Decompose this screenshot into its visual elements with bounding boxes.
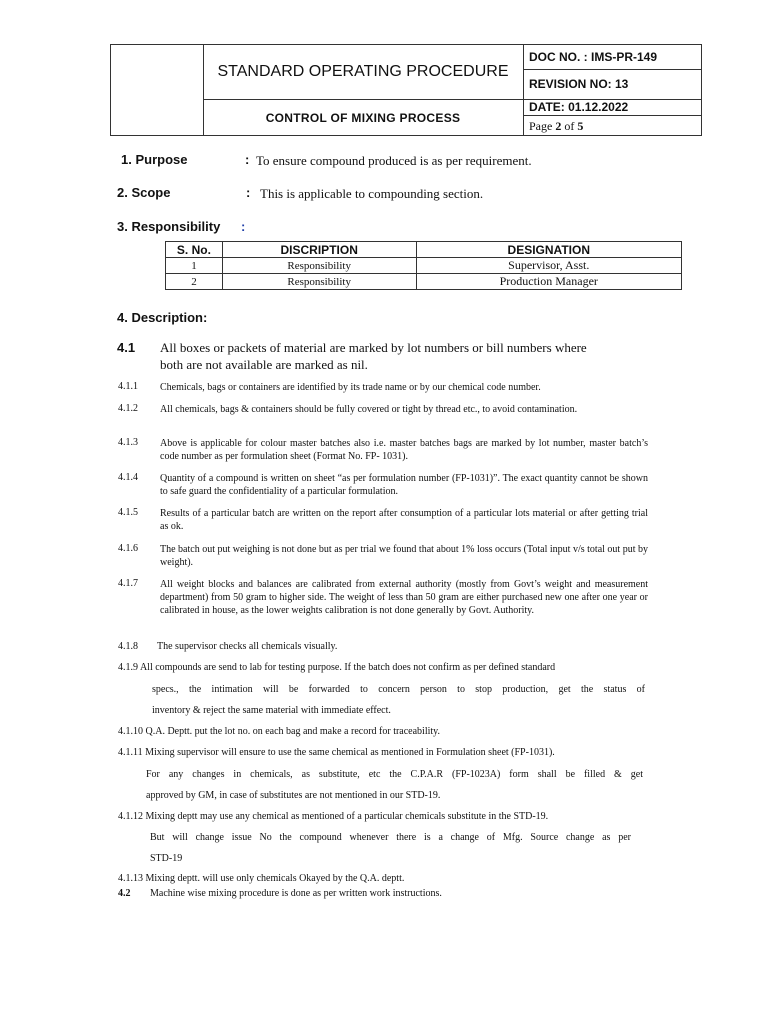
item-4-1-8-text: The supervisor checks all chemicals visually.	[157, 641, 338, 652]
scope-colon: :	[246, 185, 251, 200]
description-heading: 4. Description:	[117, 310, 208, 325]
cell-description: Responsibility	[222, 274, 416, 290]
scope-text: This is applicable to compounding section.	[260, 186, 484, 201]
col-header-description: DISCRIPTION	[222, 242, 416, 258]
item-4-1-6-text: The batch out put weighing is not done but as per trial we found that about 1% loss occurs (Total input v/s total out put by weight).	[160, 544, 648, 568]
item-4-1-11-line2: For any changes in chemicals, as substitute, etc the C.P.A.R (FP-1023A) form shall be filled & get	[146, 769, 643, 780]
item-4-1-11-line1: 4.1.11 Mixing supervisor will ensure to use the same chemical as mentioned in Formulation sheet (FP-1031).	[118, 747, 555, 758]
item-4-1-12-line2: But will change issue No the compound whenever there is a change of Mfg. Source change as per	[150, 832, 631, 843]
item-4-1-line1: All boxes or packets of material are marked by lot numbers or bill numbers where	[160, 340, 587, 355]
revision-number: REVISION NO: 13	[529, 77, 629, 91]
scope-heading: 2. Scope	[117, 185, 171, 200]
item-4-1-10-text: 4.1.10 Q.A. Deptt. put the lot no. on each bag and make a record for traceability.	[118, 726, 441, 737]
item-4-1-12-line1: 4.1.12 Mixing deptt may use any chemical as mentioned of a particular chemicals substitute in the STD-19.	[118, 811, 549, 822]
cell-designation: Production Manager	[416, 274, 681, 290]
item-number: 4.1.1	[118, 381, 138, 392]
item-number: 4.1.7	[118, 578, 138, 589]
item-4-1-5-text: Results of a particular batch are written on the report after consumption of a particular lots material or after getting trial as ok.	[160, 508, 648, 532]
item-4-1-2-text: All chemicals, bags & containers should be fully covered or tight by thread etc., to avoid contamination.	[160, 404, 578, 415]
responsibility-colon: :	[241, 219, 246, 234]
item-4-1-9-line3: inventory & reject the same material with immediate effect.	[152, 705, 391, 716]
col-header-sno: S. No.	[166, 242, 223, 258]
responsibility-heading: 3. Responsibility	[117, 219, 221, 234]
item-number: 4.1.2	[118, 403, 138, 414]
cell-sno: 2	[166, 274, 223, 290]
cell-sno: 1	[166, 258, 223, 274]
document-date: DATE: 01.12.2022	[529, 100, 629, 114]
purpose-colon: :	[245, 152, 250, 167]
item-4-1-4-text: Quantity of a compound is written on sheet “as per formulation number (FP-1031)”. The exact quantity cannot be shown to safe guard the confidentiality of a particular formulation.	[160, 473, 648, 497]
item-4-2-text: Machine wise mixing procedure is done as per written work instructions.	[150, 888, 442, 899]
cell-designation: Supervisor, Asst.	[416, 258, 681, 274]
doc-number: DOC NO. : IMS-PR-149	[529, 50, 658, 64]
item-4-1-9-line1: 4.1.9 All compounds are send to lab for testing purpose. If the batch does not confirm as per defined standard	[118, 662, 556, 673]
item-4-1-12-line3: STD-19	[150, 853, 183, 864]
item-number: 4.1.5	[118, 507, 138, 518]
item-number: 4.1.3	[118, 437, 138, 448]
item-number: 4.1	[117, 340, 136, 355]
item-number: 4.2	[118, 888, 131, 899]
document-header	[110, 44, 702, 136]
col-header-designation: DESIGNATION	[416, 242, 681, 258]
page-number: Page 2 of 5	[529, 119, 584, 133]
item-4-1-line2: both are not available are marked as nil.	[160, 357, 368, 372]
item-4-1-9-line2: specs., the intimation will be forwarded to concern person to stop production, get the status of	[152, 684, 645, 695]
item-4-1-13-text: 4.1.13 Mixing deptt. will use only chemicals Okayed by the Q.A. deptt.	[118, 873, 405, 884]
purpose-heading: 1. Purpose	[121, 152, 188, 167]
item-4-1-1-text: Chemicals, bags or containers are identified by its trade name or by our chemical code number.	[160, 382, 541, 393]
purpose-text: To ensure compound produced is as per requirement.	[256, 153, 532, 168]
item-4-1-7-text: All weight blocks and balances are calibrated from external authority (mostly from Govt’s weight and measurement department) from 50 gram to higher side. The weight of less than 50 gram are either purchased new one after one year or calibrated in house, as the lower weights calibration is not done generally by Govt. Authority.	[160, 579, 648, 616]
item-number: 4.1.4	[118, 472, 138, 483]
table-row	[166, 274, 682, 290]
table-row	[166, 258, 682, 274]
item-number: 4.1.8	[118, 641, 138, 652]
table-header-row	[166, 242, 682, 258]
responsibility-table	[165, 241, 682, 290]
sop-title: STANDARD OPERATING PROCEDURE	[217, 63, 509, 80]
item-4-1-3-text: Above is applicable for colour master batches also i.e. master batches bags are marked by lot number, master batch’s code number as per formulation sheet (Format No. FP- 1031).	[160, 438, 648, 462]
cell-description: Responsibility	[222, 258, 416, 274]
item-number: 4.1.6	[118, 543, 138, 554]
item-4-1-11-line3: approved by GM, in case of substitutes are not mentioned in our STD-19.	[146, 790, 441, 801]
sop-subtitle: CONTROL OF MIXING PROCESS	[265, 111, 461, 125]
